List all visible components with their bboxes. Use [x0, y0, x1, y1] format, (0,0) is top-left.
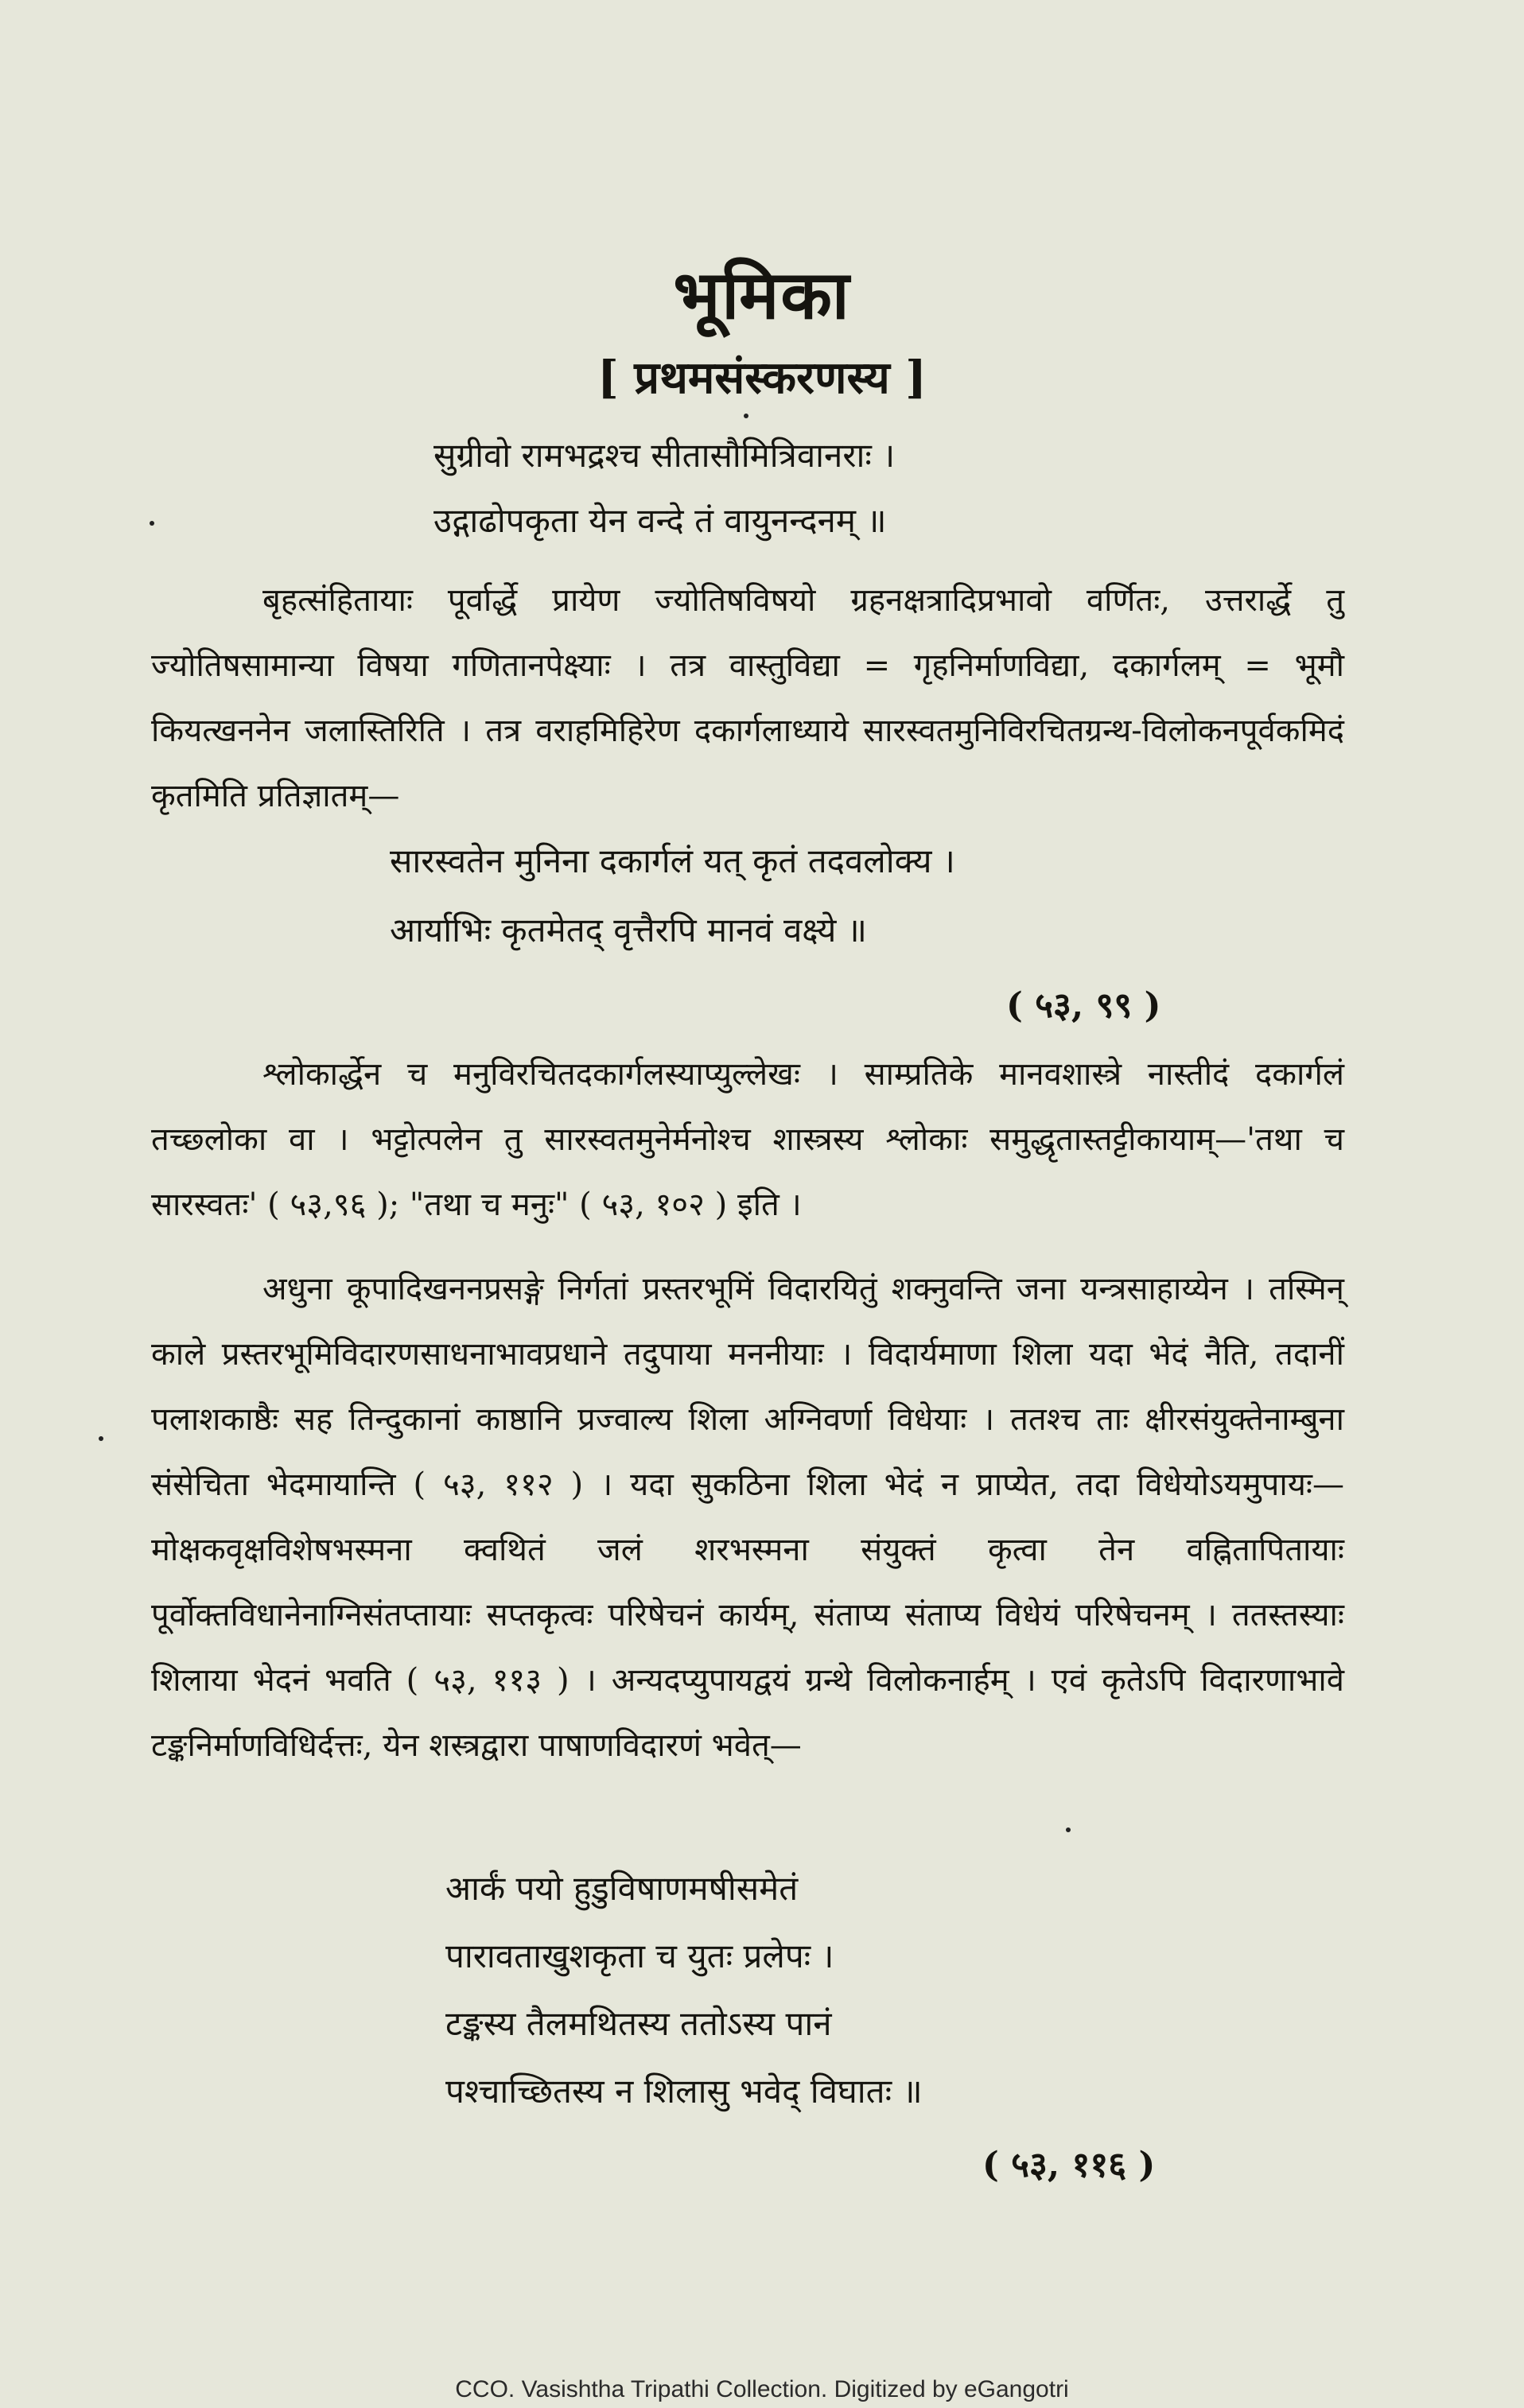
speck-mark — [744, 414, 748, 418]
page-subtitle: [ प्रथमसंस्करणस्य ] — [597, 351, 927, 404]
digitization-credit: CCO. Vasishtha Tripathi Collection. Digitized by eGangotri — [455, 2376, 1069, 2402]
invocation-line-1: सुग्रीवो रामभद्रश्च सीतासौमित्रिवानराः । — [433, 436, 896, 475]
speck-mark — [1066, 1827, 1071, 1832]
verse-2-line-2: पारावताखुशकृता च युतः प्रलेपः । — [445, 1936, 834, 1975]
verse-1-line-1: सारस्वतेन मुनिना दकार्गलं यत् कृतं तदवलोक्य । — [390, 841, 955, 880]
paragraph-2 — [151, 1042, 1344, 1237]
paragraph-2-text: श्लोकार्द्धेन च मनुविरचितदकार्गलस्याप्युल्लेखः । साम्प्रतिके मानवशास्त्रे नास्तीदं दकार्गलं तच्छ्लोका वा । भट्टोत्पलेन तु सारस्वतमुनेर्मनोश्च शास्त्रस्य श्लोकाः समुद्धृतास्तट्टीकायाम्—'तथा च सारस्वतः' ( ५३,९६ ); "तथा च मनुः" ( ५३, १०२ ) इति । — [151, 1056, 1344, 1223]
invocation-line-2: उद्गाढोपकृता येन वन्दे तं वायुनन्दनम् ॥ — [433, 501, 887, 540]
paragraph-1 — [151, 568, 1344, 829]
page-title: भूमिका — [673, 255, 851, 334]
paragraph-1-text: बृहत्संहितायाः पूर्वार्द्धे प्रायेण ज्योतिषविषयो ग्रहनक्षत्रादिप्रभावो वर्णितः, उत्तरार्द्धे तु ज्योतिषसामान्या विषया गणितानपेक्ष्याः । तत्र वास्तुविद्या = गृहनिर्माणविद्या, दकार्गलम् = भूमौ कियत्खननेन जलास्तिरिति । तत्र वराहमिहिरेण दकार्गलाध्याये सारस्वतमुनिविरचितग्रन्थ-विलोकनपूर्वकमिदं कृतमिति प्रतिज्ञातम्— — [151, 582, 1344, 814]
verse-2-reference: ( ५३, ११६ ) — [982, 2145, 1156, 2185]
verse-2-line-3: टङ्कस्य तैलमथितस्य ततोऽस्य पानं — [445, 2004, 832, 2043]
paragraph-3-text: अधुना कूपादिखननप्रसङ्गे निर्गतां प्रस्तरभूमिं विदारयितुं शक्नुवन्ति जना यन्त्रसाहाय्येन । तस्मिन् काले प्रस्तरभूमिविदारणसाधनाभावप्रधाने तदुपाया मननीयाः । विदार्यमाणा शिला यदा भेदं नैति, तदानीं पलाशकाष्ठैः सह तिन्दुकानां काष्ठानि प्रज्वाल्य शिला अग्निवर्णा विधेयाः । ततश्च ताः क्षीरसंयुक्तेनाम्बुना संसेचिता भेदमायान्ति ( ५३, ११२ ) । यदा सुकठिना शिला भेदं न प्राप्येत, तदा विधेयोऽयमुपायः—मोक्षकवृक्षविशेषभस्मना क्वथितं जलं शरभस्मना संयुक्तं कृत्वा तेन वह्नितापितायाः पूर्वोक्तविधानेनाग्निसंतप्तायाः सप्तकृत्वः परिषेचनं कार्यम्, संताप्य संताप्य विधेयं परिषेचनम् । ततस्तस्याः शिलाया भेदनं भवति ( ५३, ११३ ) । अन्यदप्युपायद्वयं ग्रन्थे विलोकनार्हम् । एवं कृतेऽपि विदारणाभावे टङ्कनिर्माणविधिर्दत्तः, येन शस्त्रद्वारा पाषाणविदारणं भवेत्— — [151, 1271, 1344, 1764]
paragraph-3 — [151, 1256, 1344, 1778]
verse-2-line-1: आर्कं पयो हुडुविषाणमषीसमेतं — [445, 1869, 799, 1908]
speck-mark — [150, 521, 154, 526]
verse-2-line-4: पश्चाच्छितस्य न शिलासु भवेद् विघातः ॥ — [445, 2072, 923, 2111]
speck-mark — [99, 1436, 103, 1441]
verse-1-reference: ( ५३, ९९ ) — [1006, 985, 1161, 1026]
verse-1-line-2: आर्याभिः कृतमेतद् वृत्तैरपि मानवं वक्ष्ये ॥ — [390, 911, 867, 950]
